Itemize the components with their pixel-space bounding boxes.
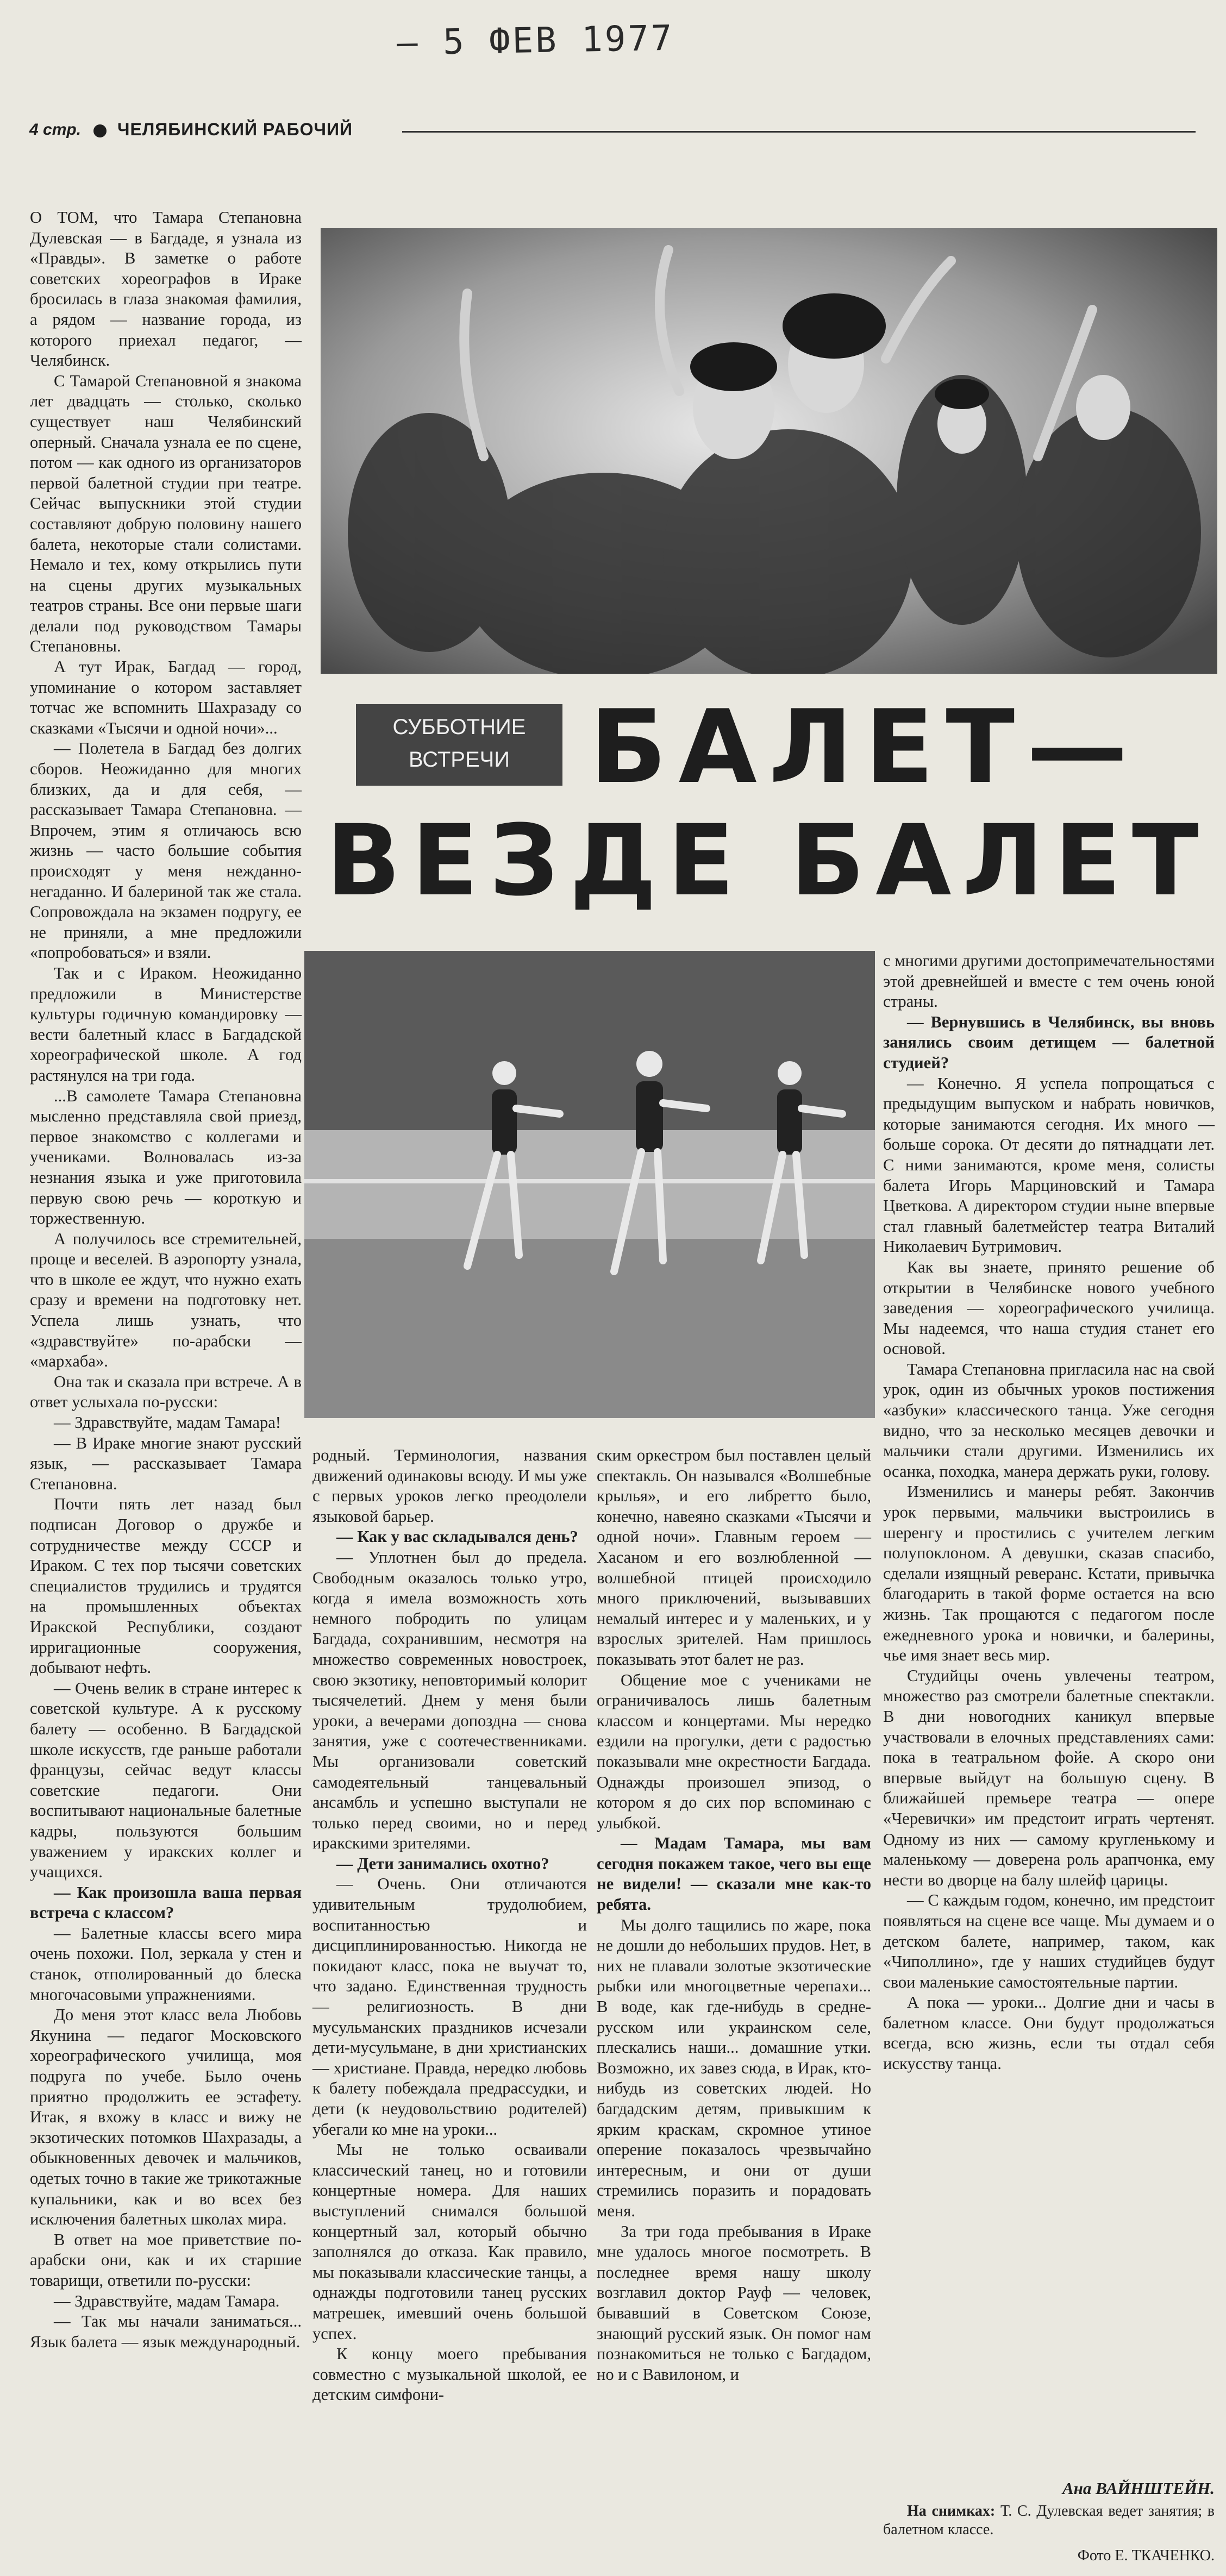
page-header — [22, 114, 1206, 147]
col2-para-5: Мы не только осваивали классический танец, но и готовили концертные номера. Для наших выступлений снимался большой концертный зал, который обычно заполнялся до отказа. Как правило, мы показывали классические танцы, а однажды подготовили танец русских матрешек, имевший очень большой успех. — [312, 2140, 587, 2343]
col1-para-1: С Тамарой Степановной я знакома лет двадцать — столько, сколько существует наш Челябинский оперный. Сначала узнала ее по сцене, потом — как одного из организаторов первой балетной студии при театре. Сейчас выпускники этой студии составляют добрую половину нашего балета, некоторые стали солистами. Немало и тех, кому открылись пути на сцены других музыкальных театров страны. Все они первые шаги делали под руководством Тамары Степановны. — [30, 371, 302, 656]
col2-question-1: — Как у вас складывался день? — [336, 1527, 578, 1546]
col4-para-6: Студийцы очень увлечены театром, множество раз смотрели балетные спектакли. В дни новогодних каникул впервые участвовали в елочных представлениях сами: пока в театральном фойе. А скоро они впервые выйдут на большую сцену. В ближайшей премьере театра — опере «Черевички» им предстоит играть чертенят. Одному из них — самому кругленькому и маленькому — доверена роль арапчонка, ему нести во дворце на балу шлейф царицы. — [883, 1666, 1215, 1889]
col1-para-13: — Балетные классы всего мира очень похожи. Пол, зеркала у стен и станок, отполированный до блеска многочасовыми упражнениями. — [30, 1923, 302, 2004]
middle-photo-ballet-barre — [304, 951, 875, 1418]
article-column-4 — [883, 951, 1215, 2074]
col1-para-17: — Так мы начали заниматься... Язык балета — язык международный. — [30, 2312, 302, 2351]
col2-question-2: — Дети занимались охотно? — [336, 1854, 549, 1873]
col2-para-4: — Очень. Они отличаются удивительным трудолюбием, воспитанностью и дисциплинированностью. Никогда не покидают класс, пока не выучат то, что задано. Единственная трудность — религиозность. В дни мусульманских праздников исчезали дети-мусульмане, в дни христианских — христиане. Правда, нередко любовь к балету побеждала предрассудки, и дети (к неудовольствию родителей) убегали ко мне на уроки... — [312, 1875, 587, 2139]
middle-photo-image — [304, 951, 875, 1418]
col1-para-2: А тут Ирак, Багдад — город, упоминание о котором заставляет тотчас же вспомнить Шахразаду со сказками «Тысячи и одной ночи»... — [30, 657, 302, 737]
rubric-line-1: СУББОТНИЕ — [392, 715, 526, 739]
rubric-line-2: ВСТРЕЧИ — [408, 748, 510, 772]
headline-line-2: ВЕЗДЕ БАЛЕТ — [326, 804, 1210, 918]
stamp-dash: – — [396, 22, 443, 64]
col2-para-0: родный. Терминология, названия движений одинаковы всюду. И мы уже с первых уроков легко преодолели языковой барьер. — [312, 1446, 587, 1526]
col1-para-15: В ответ на мое приветствие по-арабски они, как и их старшие товарищи, ответили по-русски: — [30, 2230, 302, 2290]
col1-para-4: Так и с Ираком. Неожиданно предложили в Министерстве культуры годичную командировку — вести балетный класс в Багдадской хореографической школе. А год растянулся на три года. — [30, 963, 302, 1085]
col1-para-11: — Очень велик в стране интерес к советской культуре. А к русскому балету — особенно. В Багдадской школе искусств, где раньше работали французы, сейчас ведут классы советские педагоги. Они воспитывают национальные балетные кадры, пользуются большим уважением у иракских коллег и учащихся. — [30, 1678, 302, 1882]
col1-para-16: — Здравствуйте, мадам Тамара. — [54, 2291, 280, 2310]
col2-para-2: — Уплотнен был до предела. Свободным оказалось только утро, когда я имела возможность хоть немного побродить по улицам Багдада, сохранившим, несмотря на множество современных новостроек, свою экзотику, неповторимый колорит тысячелетий. Днем у меня были уроки, а вечерами допоздна — снова занятия, уже с соотечественниками. Мы организовали советский самодеятельный танцевальный ансамбль и успешно выступали не только перед своими, но и перед иракскими зрителями. — [312, 1547, 587, 1853]
captions-label: На снимках: — [907, 2503, 996, 2519]
page-number: 4 стр. — [29, 121, 82, 139]
col1-para-3: — Полетела в Багдад без долгих сборов. Неожиданно для многих близких, да и для себя, — рассказывает Тамара Степановна. — Впрочем, этим я отличаюсь всю жизнь — часто большие события происходят у меня нежданно-негаданно. И балериной так же стала. Сопровождала на экзамен подругу, ее не приняли, а мне предложили «попробоваться» и взяли. — [30, 739, 302, 962]
header-rule — [402, 131, 1196, 133]
photo-captions — [883, 2502, 1215, 2539]
col4-para-4: Тамара Степановна пригласила нас на свой урок, один из обычных уроков постижения «азбуки» классического танца. Уже сегодня видно, что за несколько месяцев девочки и мальчики стали другими. Изменились их осанка, походка, манера держать руки, голову. — [883, 1359, 1215, 1481]
col1-para-6: А получилось все стремительней, проще и веселей. В аэропорту узнала, что в школе ее ждут, что нужно ехать сразу и времени на подготовку нет. Успела лишь узнать, что «здравствуйте» по-арабски — «мархаба». — [30, 1229, 302, 1371]
bullet-icon — [93, 124, 107, 137]
newspaper-name: ЧЕЛЯБИНСКИЙ РАБОЧИЙ — [117, 120, 353, 139]
top-photo-image — [321, 228, 1217, 674]
col4-para-3: Как вы знаете, принято решение об открытии в Челябинске нового учебного заведения — хореографического училища. Мы надеемся, что наша студия станет его основой. — [883, 1257, 1215, 1358]
rubric-box — [356, 704, 562, 786]
col3-para-3: Мы долго тащились по жаре, пока не дошли до небольших прудов. Нет, в них не плавали золотые экзотические рыбки или многоцветные черепахи... В воде, как где-нибудь в средне-русском или украинском селе, плескались наши... домашние утки. Возможно, их завез сюда, в Ирак, кто-нибудь из советских людей. Но багдадским детям, привыкшим к ярким краскам, скромное утиное оперение показалось чрезвычайно интересным, и они от души стремились поразить и порадовать меня. — [597, 1915, 871, 2220]
col1-para-10: Почти пять лет назад был подписан Договор о дружбе и сотрудничестве между СССР и Ираком. С тех пор тысячи советских специалистов трудились и трудятся на промышленных объектах Иракской Республики, создают ирригационные сооружения, добывают нефть. — [30, 1495, 302, 1677]
col4-para-2: — Конечно. Я успела попрощаться с предыдущим выпуском и набрать новичков, которые занимаются сегодня. Их много — больше сорока. От десяти до пятнадцати лет. С ними занимаются, кроме меня, солисты балета Игорь Марциновский и Тамара Цветкова. А директором студии ныне впервые стал главный балетмейстер театра Виталий Николаевич Бутримович. — [883, 1074, 1215, 1256]
article-column-1 — [30, 208, 302, 2352]
photographer-credit: Фото Е. ТКАЧЕНКО. — [1077, 2547, 1215, 2564]
stamp-date: 5 ФЕВ 1977 — [442, 18, 674, 63]
col1-para-0: О ТОМ, что Тамара Степановна Дулевская — в Багдаде, я узнала из «Правды». В заметке о работе советских хореографов в Ираке бросилась в глаза знакомая фамилия, а рядом — название города, из которого приехал педагог, — Челябинск. — [30, 208, 302, 370]
date-stamp — [396, 8, 680, 73]
col4-para-0: с многими другими достопримечательностями этой древнейшей и вместе с тем очень юной страны. — [883, 951, 1215, 1011]
col1-para-14: До меня этот класс вела Любовь Якунина — педагог Московского хореографического училища, моя подруга по учебе. Было очень приятно продолжить ее эстафету. Итак, я вхожу в класс и вижу не экзотических потомков Шахразады, а обыкновенных девочек и мальчиков, одетых точно в такие же трикотажные купальники, как и во всех без исключения балетных школах мира. — [30, 2005, 302, 2229]
col4-question-1: — Вернувшись в Челябинск, вы вновь занялись своим детищем — балетной студией? — [883, 1012, 1215, 1072]
col3-para-2: — Мадам Тамара, мы вам сегодня покажем такое, чего вы еще не видели! — сказали мне как-то ребята. — [597, 1834, 871, 1914]
article-column-2 — [312, 1445, 587, 2405]
col1-para-7: Она так и сказала при встрече. А в ответ услыхала по-русски: — [30, 1372, 302, 1412]
col3-para-0: ским оркестром был поставлен целый спектакль. Он назывался «Волшебные крылья», и его либретто было, конечно, навеяно сказками «Тысячи и одной ночи». Главным героем — Хасаном и его возлюбленной — волшебной птицей происходило много приключений, вызывавших немалый интерес и у маленьких, и у взрослых зрителей. Нам пришлось показывать этот балет не раз. — [597, 1446, 871, 1669]
article-column-3 — [597, 1445, 871, 2385]
headline-line-1: БАЛЕТ— — [590, 688, 1140, 806]
col1-question-1: — Как произошла ваша первая встреча с классом? — [30, 1883, 302, 1922]
col3-para-4: За три года пребывания в Ираке мне удалось многое посмотреть. В последнее время нашу школу возглавил доктор Рауф — человек, бывавший в Советском Союзе, знающий русский язык. Он помог нам познакомиться не только с Багдадом, но и с Вавилоном, и — [597, 2222, 871, 2384]
top-photo-ballet-class — [321, 228, 1217, 674]
col4-para-5: Изменились и манеры ребят. Закончив урок первыми, мальчики выстроились в шеренгу и простились с учителем легким полупоклоном. А девушки, сказав спасибо, сделали изящный реверанс. Кстати, привычка благодарить в такой форме остается на всю жизнь. Так прощаются с педагогом после ежедневного урока и новички, и балерины, чье имя знает весь мир. — [883, 1482, 1215, 1665]
captions-text: Т. С. Дулевская ведет занятия; в балетном классе. — [883, 2503, 1215, 2538]
col2-para-6: К концу моего пребывания совместно с музыкальной школой, ее детским симфони- — [312, 2345, 587, 2404]
col1-para-5: ...В самолете Тамара Степановна мысленно представляла свой приезд, первое знакомство с коллегами и учениками. Волновалась из-за незнания языка и уже приготовила первую свою речь — короткую и торжественную. — [30, 1086, 302, 1228]
author-signature: Ана ВАЙНШТЕЙН. — [1062, 2479, 1215, 2498]
col3-para-1: Общение мое с учениками не ограничивалось лишь балетным классом и концертами. Мы нередко ездили на прогулки, дети с радостью показывали мне окрестности Багдада. Однажды произошел эпизод, о котором я до сих пор вспоминаю с улыбкой. — [597, 1670, 871, 1832]
col4-para-8: А пока — уроки... Долгие дни и часы в балетном классе. Они будут продолжаться всегда, всю жизнь, если ты отдал себя искусству танца. — [883, 1993, 1215, 2073]
col4-para-7: — С каждым годом, конечно, им предстоит появляться на сцене все чаще. Мы думаем и о детском балете, например, таком, как «Чиполлино», где у наших студийцев будут свои маленькие самостоятельные партии. — [883, 1891, 1215, 1991]
col1-para-9: — В Ираке многие знают русский язык, — рассказывает Тамара Степановна. — [30, 1433, 302, 1493]
col1-para-8: — Здравствуйте, мадам Тамара! — [54, 1413, 281, 1432]
